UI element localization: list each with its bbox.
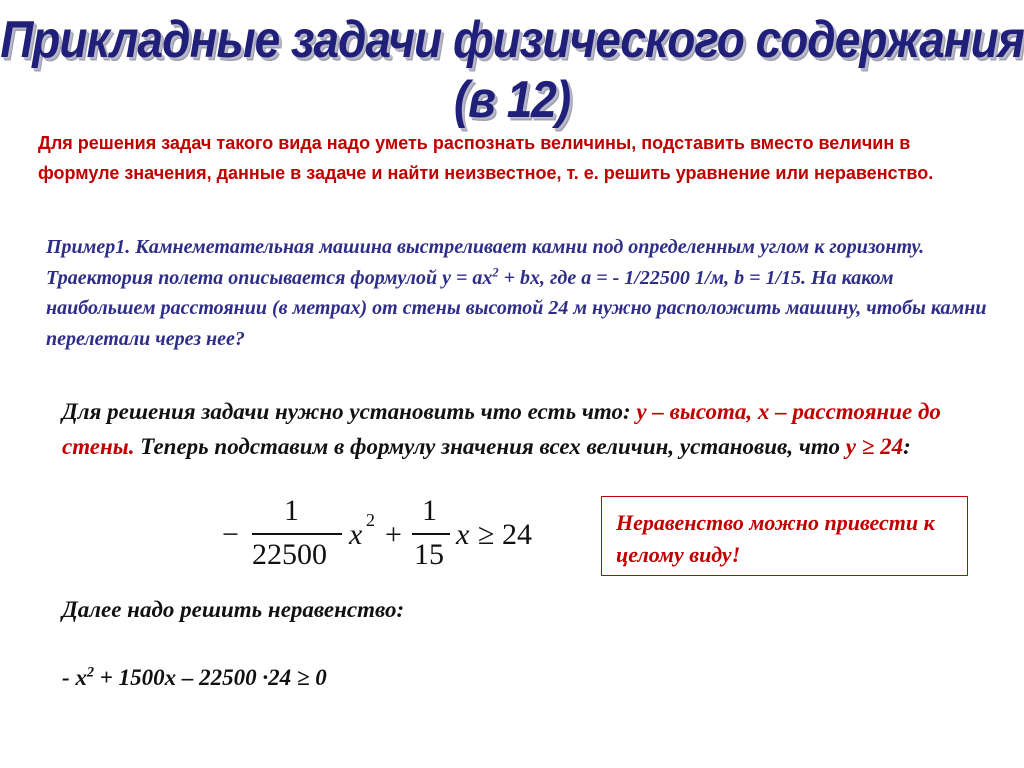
example-text-part1: Пример1. Камнеметательная машина выстреливает камни под определенным углом к горизонту. Траектория полета описывается формулой y = ax [46, 236, 925, 289]
formula-denominator-1: 22500 [252, 538, 327, 571]
fraction-bar-1 [252, 533, 342, 535]
formula-rhs: ≥ 24 [478, 518, 532, 551]
example-text [46, 232, 996, 354]
formula-denominator-2: 15 [414, 538, 444, 571]
formula-exponent: 2 [366, 510, 375, 530]
formula-minus: − [222, 518, 239, 551]
fraction-bar-2 [412, 533, 450, 535]
slide-title-task-number: (в 12) [453, 69, 571, 129]
solution-text-part1: Для решения задачи нужно установить что есть что: [62, 399, 637, 424]
inequality-part2: + 1500x – 22500 ·24 ≥ 0 [94, 665, 327, 690]
inequality-exponent: 2 [86, 664, 95, 681]
solution-text [62, 394, 972, 464]
solution-text-part2: Теперь подставим в формулу значения всех величин, установив, что [134, 434, 846, 459]
formula-plus: + [385, 518, 402, 551]
inequality-part1: - x [62, 665, 87, 690]
intro-text: Для решения задач такого вида надо уметь распознать величины, подставить вместо величин в формуле значения, данные в задаче и найти неизвестное, т. е. решить уравнение или неравенство. [38, 133, 934, 183]
formula-numerator-1: 1 [284, 494, 299, 527]
quadratic-inequality [62, 662, 662, 694]
note-box: Неравенство можно привести к целому виду! [601, 496, 968, 576]
formula-x: x [456, 518, 470, 551]
formula-numerator-2: 1 [422, 494, 437, 527]
inequality-formula [222, 494, 562, 578]
example-exponent: 2 [492, 264, 499, 279]
slide-title: Прикладные задачи физического содержания [0, 9, 1024, 69]
variable-definitions: y – высота, x – расстояние до стены. [62, 399, 941, 459]
formula-x-squared: x [349, 518, 363, 551]
example-text-part2: + bx, где a = - 1/22500 1/м, b = 1/15. На каком наибольшем расстоянии (в метрах) от стены высотой 24 м нужно расположить машину, чтобы камни перелетали через нее? [46, 266, 987, 350]
solution-text-colon: : [903, 434, 911, 459]
next-step-text: Далее надо решить неравенство: [62, 597, 405, 622]
height-condition: y ≥ 24 [845, 434, 904, 459]
